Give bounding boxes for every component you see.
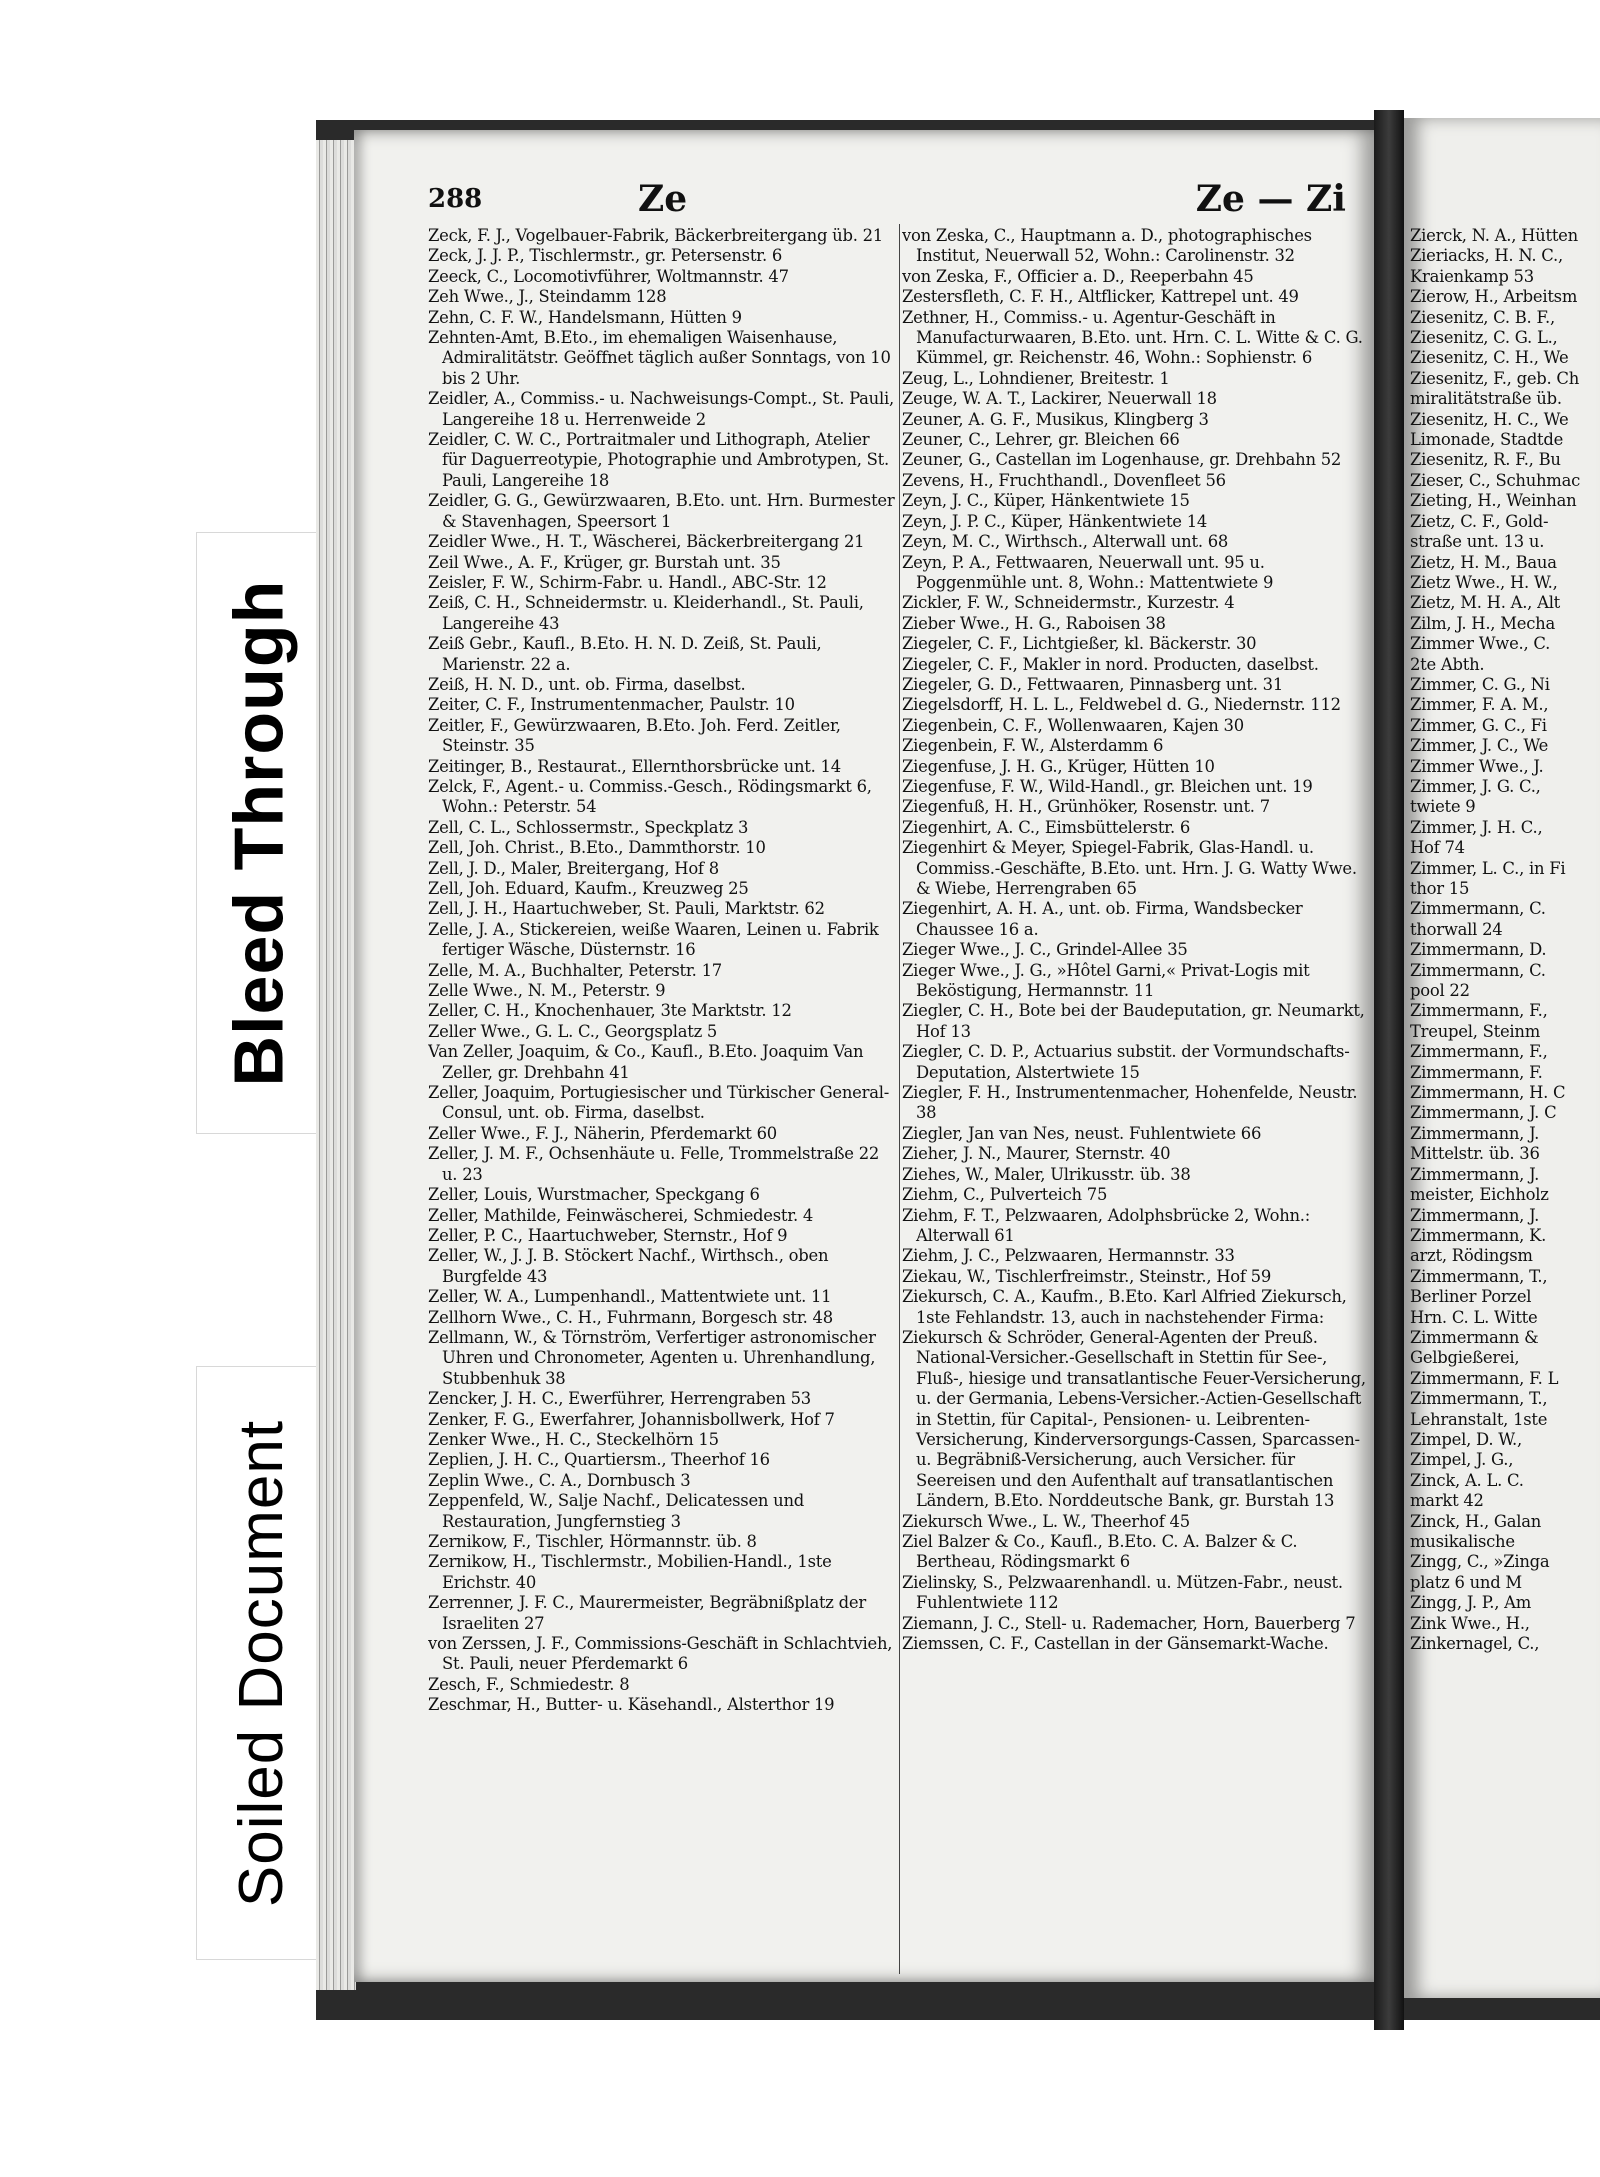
directory-entry: Ziegelsdorff, H. L. L., Feldwebel d. G., Niedernstr. 112 [902, 695, 1341, 715]
directory-entry: Zeiter, C. F., Instrumentenmacher, Paulstr. 10 [428, 695, 795, 715]
directory-entry: Zeuner, C., Lehrer, gr. Bleichen 66 [902, 430, 1180, 450]
directory-entry-fragment: Zimmer, F. A. M., [1410, 695, 1549, 715]
directory-entry-fragment: thorwall 24 [1410, 919, 1503, 939]
directory-entry: Zeyn, J. P. C., Küper, Hänkentwiete 14 [902, 511, 1208, 531]
directory-entry-fragment: Zimmermann, H. C [1410, 1083, 1566, 1103]
directory-entry-fragment: straße unt. 13 u. [1410, 532, 1545, 552]
directory-entry-fragment: Ziesenitz, C. G. L., [1410, 328, 1558, 348]
directory-entry: Ziekau, W., Tischlerfreimstr., Steinstr., Hof 59 [902, 1266, 1272, 1286]
directory-entry-fragment: Hrn. C. L. Witte [1410, 1307, 1538, 1327]
directory-entry: Ziegenfuse, J. H. G., Krüger, Hütten 10 [902, 756, 1215, 776]
directory-entry: Ziekursch Wwe., L. W., Theerhof 45 [902, 1511, 1190, 1531]
directory-entry-fragment: Hof 74 [1410, 838, 1465, 858]
directory-entry: Zeyn, J. C., Küper, Hänkentwiete 15 [902, 491, 1190, 511]
directory-entry-fragment: Zimmermann, J. [1410, 1164, 1540, 1184]
directory-entry: Zesch, F., Schmiedestr. 8 [428, 1674, 630, 1694]
directory-entry-fragment: Zimmer, G. C., Fi [1410, 715, 1547, 735]
directory-entry: Ziemssen, C. F., Castellan in der Gänsemarkt-Wache. [902, 1634, 1329, 1654]
directory-entry-fragment: Zimmermann, D. [1410, 940, 1547, 960]
directory-entry-fragment: Zimmer, L. C., in Fi [1410, 858, 1566, 878]
directory-entry-fragment: Kraienkamp 53 [1410, 266, 1534, 286]
directory-entry: Zeplin Wwe., C. A., Dornbusch 3 [428, 1470, 691, 1490]
directory-entry-fragment: Zingg, J. P., Am [1410, 1593, 1532, 1613]
directory-entry: Zeuge, W. A. T., Lackirer, Neuerwall 18 [902, 389, 1217, 409]
directory-entry: Ziegler, Jan van Nes, neust. Fuhlentwiete 66 [902, 1123, 1262, 1143]
directory-entry-fragment: Ziesenitz, C. H., We [1410, 348, 1569, 368]
directory-entry: Zeller, Mathilde, Feinwäscherei, Schmiedestr. 4 [428, 1205, 814, 1225]
right-page-column [1410, 226, 1600, 1654]
directory-entry: Zenker Wwe., H. C., Steckelhörn 15 [428, 1429, 719, 1449]
directory-entry-fragment: Berliner Porzel [1410, 1287, 1532, 1307]
directory-entry: Ziehes, W., Maler, Ulrikusstr. üb. 38 [902, 1164, 1191, 1184]
directory-entry: Zeisler, F. W., Schirm-Fabr. u. Handl., ABC-Str. 12 [428, 572, 827, 592]
directory-entry: Ziegeler, C. F., Makler in nord. Producten, daselbst. [902, 654, 1319, 674]
directory-entry-fragment: Zimpel, D. W., [1410, 1429, 1522, 1449]
directory-entry: Zeidler, A., Commiss.- u. Nachweisungs-Compt., St. Pauli, Langereihe 18 u. Herrenweide 2 [428, 389, 894, 429]
directory-entry: Zeyn, P. A., Fettwaaren, Neuerwall unt. 95 u. Poggenmühle unt. 8, Wohn.: Mattentwiete 9 [902, 552, 1274, 592]
directory-entry-fragment: Zietz, C. F., Gold- [1410, 511, 1549, 531]
directory-entry: Zeller, W. A., Lumpenhandl., Mattentwiete unt. 11 [428, 1287, 832, 1307]
directory-entry: Zencker, J. H. C., Ewerführer, Herrengraben 53 [428, 1389, 811, 1409]
left-heading: Ze [638, 178, 688, 220]
directory-entry: Zielinsky, S., Pelzwaarenhandl. u. Mützen-Fabr., neust. Fuhlentwiete 112 [902, 1572, 1343, 1613]
directory-entry-fragment: Zimmermann, J. C [1410, 1103, 1557, 1123]
directory-entry: Zeller, Joaquim, Portugiesischer und Türkischer General-Consul, unt. ob. Firma, daselbst. [428, 1083, 890, 1123]
directory-entry-fragment: Zietz Wwe., H. W., [1410, 572, 1558, 592]
directory-entry-fragment: arzt, Rödingsm [1410, 1246, 1533, 1266]
directory-entry: Zeck, F. J., Vogelbauer-Fabrik, Bäckerbreitergang üb. 21 [428, 226, 883, 245]
directory-entry: Zehn, C. F. W., Handelsmann, Hütten 9 [428, 307, 742, 327]
directory-entry-fragment: Zimmermann & [1410, 1327, 1539, 1347]
column-divider [899, 224, 900, 1974]
directory-entry-fragment: Zimpel, J. G., [1410, 1450, 1514, 1470]
directory-entry-fragment: Zinck, A. L. C. [1410, 1470, 1524, 1490]
directory-entry: Zeller Wwe., G. L. C., Georgsplatz 5 [428, 1021, 718, 1041]
directory-entry: Zeppenfeld, W., Salje Nachf., Delicatessen und Restauration, Jungfernstieg 3 [428, 1491, 805, 1531]
directory-entry-fragment: Zierck, N. A., Hütten [1410, 226, 1578, 245]
directory-entry: Zell, J. H., Haartuchweber, St. Pauli, Marktstr. 62 [428, 899, 825, 919]
page-edges [316, 140, 356, 1990]
directory-entry-fragment: Lehranstalt, 1ste [1410, 1409, 1548, 1429]
directory-entry: Zieger Wwe., J. G., »Hôtel Garni,« Privat-Logis mit Beköstigung, Hermannstr. 11 [902, 960, 1310, 1001]
left-column [428, 226, 896, 1981]
directory-entry: Zeuner, A. G. F., Musikus, Klingberg 3 [902, 409, 1209, 429]
directory-entry: Ziehm, C., Pulverteich 75 [902, 1185, 1108, 1205]
directory-entry-fragment: Zilm, J. H., Mecha [1410, 613, 1555, 633]
directory-entry-fragment: Ziesenitz, R. F., Bu [1410, 450, 1561, 470]
directory-entry: Zeller, Louis, Wurstmacher, Speckgang 6 [428, 1185, 760, 1205]
directory-entry: Zelle, M. A., Buchhalter, Peterstr. 17 [428, 960, 722, 980]
directory-entry-fragment: Zietz, H. M., Baua [1410, 552, 1557, 572]
directory-entry-fragment: Zimmer, C. G., Ni [1410, 674, 1550, 694]
directory-entry-fragment: Zimmermann, F. L [1410, 1368, 1559, 1388]
directory-entry: Zeller Wwe., F. J., Näherin, Pferdemarkt 60 [428, 1123, 777, 1143]
directory-entry: Zethner, H., Commiss.- u. Agentur-Geschäft in Manufacturwaaren, B.Eto. unt. Hrn. C. L. Witte & C. G. Kümmel, gr. Reichenstr. 46, Wohn.: Sophienstr. 6 [902, 307, 1363, 368]
directory-entry-fragment: Zingg, C., »Zinga [1410, 1552, 1550, 1572]
directory-entry: Zerrenner, J. F. C., Maurermeister, Begräbnißplatz der Israeliten 27 [428, 1593, 866, 1633]
directory-entry: Zeidler, C. W. C., Portraitmaler und Lithograph, Atelier für Daguerreotypie, Photographie und Ambrotypen, St. Pauli, Langereihe 18 [428, 430, 889, 490]
directory-entry: Zeh Wwe., J., Steindamm 128 [428, 287, 667, 307]
directory-entry: Zieher, J. N., Maurer, Sternstr. 40 [902, 1144, 1171, 1164]
directory-entry: Zestersfleth, C. F. H., Altflicker, Kattrepel unt. 49 [902, 287, 1299, 307]
soiled-document-label [196, 1366, 328, 1960]
directory-entry: Ziegenbein, F. W., Alsterdamm 6 [902, 736, 1164, 756]
directory-entry: Zehnten-Amt, B.Eto., im ehemaligen Waisenhause, Admiralitätstr. Geöffnet täglich außer Sonntags, von 10 bis 2 Uhr. [428, 328, 891, 388]
directory-entry-fragment: Zimmermann, T., [1410, 1266, 1548, 1286]
directory-entry: von Zeska, C., Hauptmann a. D., photographisches Institut, Neuerwall 52, Wohn.: Carolinenstr. 32 [902, 226, 1312, 266]
directory-entry-fragment: twiete 9 [1410, 797, 1476, 817]
directory-entry: Ziel Balzer & Co., Kaufl., B.Eto. C. A. Balzer & C. Bertheau, Rödingsmarkt 6 [902, 1532, 1298, 1572]
directory-entry: Zell, Joh. Eduard, Kaufm., Kreuzweg 25 [428, 879, 749, 898]
directory-entry: Zeitler, F., Gewürzwaaren, B.Eto. Joh. Ferd. Zeitler, Steinstr. 35 [428, 715, 841, 756]
directory-entry-fragment: Ziesenitz, H. C., We [1410, 409, 1569, 429]
directory-entry: Zeidler, G. G., Gewürzwaaren, B.Eto. unt. Hrn. Burmester & Stavenhagen, Speersort 1 [428, 491, 895, 531]
directory-entry: Zieger Wwe., J. C., Grindel-Allee 35 [902, 940, 1188, 960]
directory-entry-fragment: Zimmermann, J. [1410, 1123, 1540, 1143]
page-number: 288 [428, 184, 483, 214]
directory-entry-fragment: Zimmermann, K. [1410, 1225, 1547, 1245]
directory-entry: Zeuner, G., Castellan im Logenhause, gr. Drehbahn 52 [902, 450, 1342, 470]
directory-entry-fragment: Zimmermann, F., [1410, 1042, 1548, 1062]
directory-entry: Ziehm, J. C., Pelzwaaren, Hermannstr. 33 [902, 1246, 1235, 1266]
soiled-document-text: Soiled Document [227, 1419, 297, 1907]
directory-entry: Van Zeller, Joaquim, & Co., Kaufl., B.Eto. Joaquim Van Zeller, gr. Drehbahn 41 [428, 1042, 864, 1082]
directory-entry: von Zerssen, J. F., Commissions-Geschäft in Schlachtvieh, St. Pauli, neuer Pferdemarkt 6 [428, 1634, 893, 1674]
directory-entry-fragment: Zierow, H., Arbeitsm [1410, 287, 1578, 307]
directory-entry-fragment: Zimmermann, F. [1410, 1062, 1543, 1082]
directory-entry: Ziegenfuß, H. H., Grünhöker, Rosenstr. unt. 7 [902, 797, 1270, 817]
directory-entry: Ziegenhirt, A. C., Eimsbüttelerstr. 6 [902, 817, 1191, 837]
bleed-through-text: Bleed Through [219, 579, 297, 1087]
directory-entry-fragment: Zietz, M. H. A., Alt [1410, 593, 1561, 613]
directory-entry: Zeeck, C., Locomotivführer, Woltmannstr. 47 [428, 266, 789, 286]
directory-entry-fragment: platz 6 und M [1410, 1572, 1522, 1592]
directory-entry: Ziegenhirt & Meyer, Spiegel-Fabrik, Glas-Handl. u. Commiss.-Geschäfte, B.Eto. unt. Hrn. J. G. Watty Wwe. & Wiebe, Herrengraben 65 [902, 838, 1357, 898]
directory-entry: Zeller, C. H., Knochenhauer, 3te Marktstr. 12 [428, 1001, 792, 1021]
directory-entry-fragment: Zimmer Wwe., C. [1410, 634, 1551, 654]
directory-entry-fragment: pool 22 [1410, 981, 1470, 1001]
directory-entry-fragment: Zieriacks, H. N. C., [1410, 246, 1563, 266]
directory-entry-fragment: Gelbgießerei, [1410, 1348, 1520, 1368]
directory-entry-fragment: miralitätstraße üb. [1410, 389, 1562, 409]
directory-entry: Zell, J. D., Maler, Breitergang, Hof 8 [428, 858, 719, 878]
directory-entry: Ziegeler, C. F., Lichtgießer, kl. Bäckerstr. 30 [902, 634, 1257, 654]
directory-entry: Ziegeler, G. D., Fettwaaren, Pinnasberg unt. 31 [902, 674, 1283, 694]
directory-entry: Zeug, L., Lohndiener, Breitestr. 1 [902, 368, 1170, 388]
directory-entry-fragment: Zieting, H., Weinhan [1410, 491, 1577, 511]
right-column [902, 226, 1374, 1981]
directory-entry: Zeck, J. J. P., Tischlermstr., gr. Petersenstr. 6 [428, 246, 783, 266]
directory-entry-fragment: 2te Abth. [1410, 654, 1485, 674]
directory-entry-fragment: Zimmermann, F., [1410, 1001, 1548, 1021]
directory-entry: Ziegenhirt, A. H. A., unt. ob. Firma, Wandsbecker Chaussee 16 a. [902, 899, 1303, 939]
directory-entry-fragment: Zimmer, J. C., We [1410, 736, 1549, 756]
directory-entry: Ziegenbein, C. F., Wollenwaaren, Kajen 30 [902, 715, 1244, 735]
directory-entry: Zeschmar, H., Butter- u. Käsehandl., Alsterthor 19 [428, 1695, 835, 1715]
directory-entry: Zeil Wwe., A. F., Krüger, gr. Burstah unt. 35 [428, 552, 781, 572]
page-header [428, 178, 1368, 218]
directory-entry: Ziehm, F. T., Pelzwaaren, Adolphsbrücke 2, Wohn.: Alterwall 61 [902, 1205, 1311, 1245]
directory-entry-fragment: Zimmer, J. G. C., [1410, 776, 1541, 796]
bleed-through-label [196, 532, 320, 1134]
directory-entry: von Zeska, F., Officier a. D., Reeperbahn 45 [902, 266, 1254, 286]
directory-entry: Ziemann, J. C., Stell- u. Rademacher, Horn, Bauerberg 7 [902, 1613, 1356, 1633]
directory-entry-fragment: Zimmermann, T., [1410, 1389, 1548, 1409]
directory-entry-fragment: musikalische [1410, 1532, 1515, 1551]
directory-entry-fragment: markt 42 [1410, 1491, 1484, 1511]
directory-entry: Ziegler, C. D. P., Actuarius substit. der Vormundschafts-Deputation, Alstertwiete 15 [902, 1042, 1350, 1082]
directory-entry-fragment: Zimmer, J. H. C., [1410, 817, 1543, 837]
directory-entry: Zeiß Gebr., Kaufl., B.Eto. H. N. D. Zeiß, St. Pauli, Marienstr. 22 a. [428, 634, 822, 674]
directory-entry-fragment: Zinkernagel, C., [1410, 1634, 1540, 1654]
directory-entry: Zieber Wwe., H. G., Raboisen 38 [902, 613, 1166, 633]
directory-entry: Zeiß, H. N. D., unt. ob. Firma, daselbst. [428, 674, 746, 694]
directory-entry-fragment: Limonade, Stadtde [1410, 430, 1564, 450]
directory-entry: Zernikow, H., Tischlermstr., Mobilien-Handl., 1ste Erichstr. 40 [428, 1552, 832, 1592]
directory-entry-fragment: Zimmermann, C. [1410, 960, 1546, 980]
directory-entry-fragment: Ziesenitz, F., geb. Ch [1410, 368, 1580, 388]
directory-entry: Zeller, W., J. J. B. Stöckert Nachf., Wirthsch., oben Burgfelde 43 [428, 1246, 829, 1286]
directory-entry: Ziegenfuse, F. W., Wild-Handl., gr. Bleichen unt. 19 [902, 776, 1313, 796]
right-heading: Ze — Zi [1195, 178, 1346, 220]
directory-entry: Ziegler, F. H., Instrumentenmacher, Hohenfelde, Neustr. 38 [902, 1083, 1358, 1123]
directory-entry-fragment: meister, Eichholz [1410, 1185, 1549, 1205]
directory-entry: Ziekursch & Schröder, General-Agenten der Preuß. National-Versicher.-Gesellschaft in Stettin für See-, Fluß-, hiesige und transatlantische Feuer-Versicherung, u. der Germania, Lebens-Versicher.-Actien-Gesellschaft in Stettin, für Capital-, Pensionen- u. Leibrenten-Versicherung, Kinderversorgungs-Cassen, Sparcassen- u. Begräbniß-Versicherung, auch Versicher. für Seereisen und den Aufenthalt auf transatlantischen Ländern, B.Eto. Norddeutsche Bank, gr. Burstah 13 [902, 1327, 1366, 1511]
directory-entry-fragment: Zinck, H., Galan [1410, 1511, 1542, 1531]
directory-entry: Zickler, F. W., Schneidermstr., Kurzestr. 4 [902, 593, 1235, 613]
directory-entry: Zeyn, M. C., Wirthsch., Alterwall unt. 68 [902, 532, 1229, 552]
directory-entry: Ziegler, C. H., Bote bei der Baudeputation, gr. Neumarkt, Hof 13 [902, 1001, 1365, 1041]
directory-entry-fragment: Zieser, C., Schuhmac [1410, 470, 1581, 490]
directory-entry: Zellhorn Wwe., C. H., Fuhrmann, Borgesch str. 48 [428, 1307, 833, 1327]
directory-entry: Zenker, F. G., Ewerfahrer, Johannisbollwerk, Hof 7 [428, 1409, 835, 1429]
directory-entry: Zeiß, C. H., Schneidermstr. u. Kleiderhandl., St. Pauli, Langereihe 43 [428, 593, 864, 633]
directory-entry: Zeplien, J. H. C., Quartiersm., Theerhof 16 [428, 1450, 770, 1470]
directory-entry-fragment: Zink Wwe., H., [1410, 1613, 1530, 1633]
directory-entry: Zelle Wwe., N. M., Peterstr. 9 [428, 981, 666, 1001]
directory-entry: Zeller, P. C., Haartuchweber, Sternstr., Hof 9 [428, 1225, 788, 1245]
directory-entry: Zellmann, W., & Törnström, Verfertiger astronomischer Uhren und Chronometer, Agenten u. Uhrenhandlung, Stubbenhuk 38 [428, 1327, 876, 1388]
directory-entry: Zeitinger, B., Restaurat., Ellernthorsbrücke unt. 14 [428, 756, 841, 776]
directory-entry: Zernikow, F., Tischler, Hörmannstr. üb. 8 [428, 1532, 757, 1551]
directory-entry-fragment: thor 15 [1410, 879, 1470, 898]
directory-entry-fragment: Ziesenitz, C. B. F., [1410, 307, 1555, 327]
directory-entry-fragment: Treupel, Steinm [1410, 1021, 1540, 1041]
directory-entry: Zelle, J. A., Stickereien, weiße Waaren, Leinen u. Fabrik fertiger Wäsche, Düsternstr. 16 [428, 919, 879, 960]
directory-entry: Zeidler Wwe., H. T., Wäscherei, Bäckerbreitergang 21 [428, 532, 865, 552]
directory-entry-fragment: Mittelstr. üb. 36 [1410, 1144, 1540, 1164]
directory-entry: Zelck, F., Agent.- u. Commiss.-Gesch., Rödingsmarkt 6, Wohn.: Peterstr. 54 [428, 776, 872, 817]
directory-entry-fragment: Zimmermann, C. [1410, 899, 1546, 919]
book-spine [1374, 110, 1404, 2030]
directory-entry: Ziekursch, C. A., Kaufm., B.Eto. Karl Alfried Ziekursch, 1ste Fehlandstr. 13, auch in nachstehender Firma: [902, 1287, 1347, 1327]
directory-entry-fragment: Zimmermann, J. [1410, 1205, 1540, 1225]
directory-entry: Zell, Joh. Christ., B.Eto., Dammthorstr. 10 [428, 838, 766, 858]
directory-entry-fragment: Zimmer Wwe., J. [1410, 756, 1544, 776]
directory-entry: Zell, C. L., Schlossermstr., Speckplatz 3 [428, 817, 749, 837]
directory-entry: Zevens, H., Fruchthandl., Dovenfleet 56 [902, 470, 1226, 490]
directory-entry: Zeller, J. M. F., Ochsenhäute u. Felle, Trommelstraße 22 u. 23 [428, 1144, 880, 1184]
